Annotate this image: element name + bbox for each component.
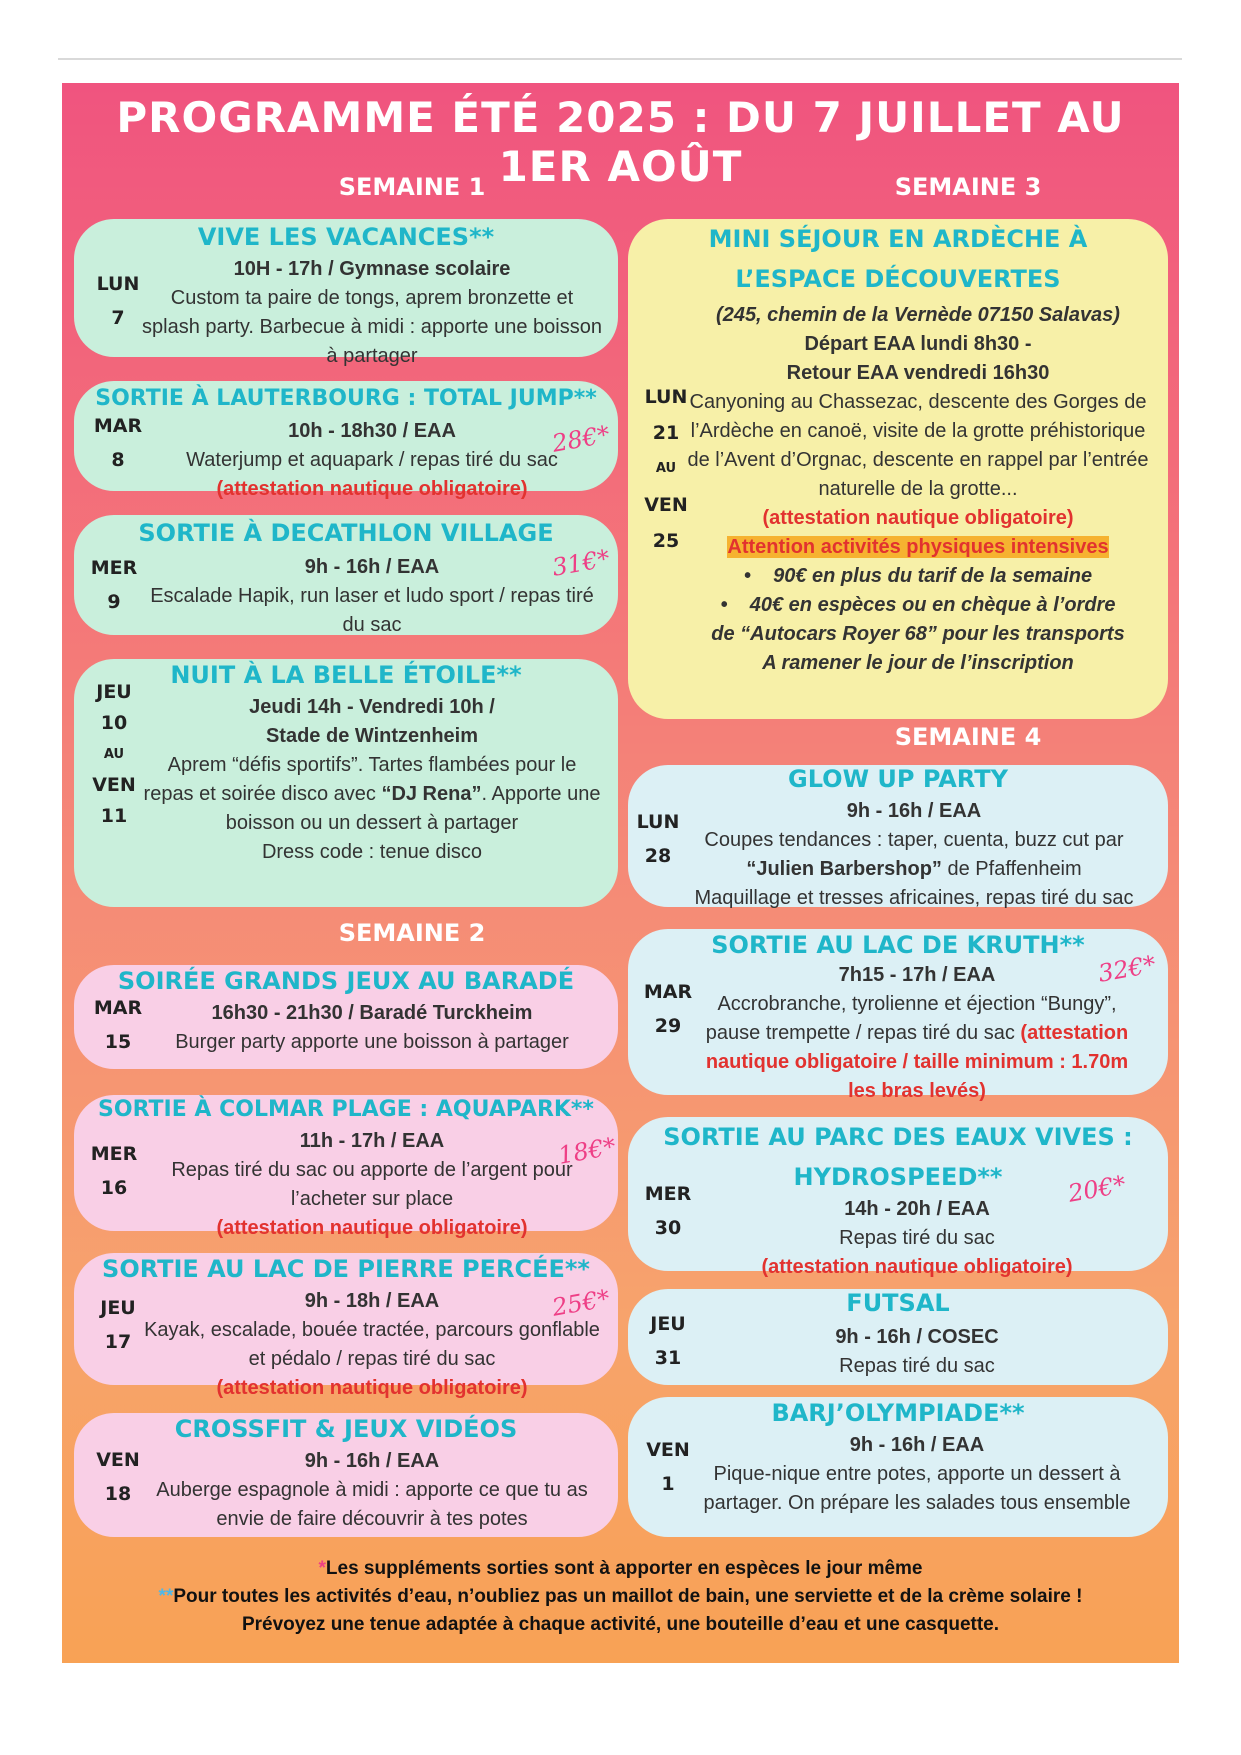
event-card-lac-kruth (628, 929, 1168, 1102)
event-details: 10H - 17h / Gymnase scolaire Custom ta paire de tongs, aprem bronzette et splash party. Barbecue à midi : apporte une boisson à partager (142, 258, 602, 367)
event-card-nuit-belle-etoile (74, 659, 618, 907)
event-card-barjolympiade (628, 1397, 1168, 1537)
event-day: MER 9 (90, 557, 138, 613)
footer-line-2: **Pour toutes les activités d’eau, n’oubliez pas un maillot de bain, une serviette et de la crème solaire ! (158, 1586, 1083, 1607)
page-title: PROGRAMME ÉTÉ 2025 : DU 7 JUILLET AU 1ER AOÛT (116, 93, 1125, 191)
event-title: GLOW UP PARTY (788, 765, 1008, 793)
event-card-decathlon (74, 515, 618, 635)
event-day: JEU 17 (100, 1297, 136, 1353)
event-day: MER 16 (90, 1143, 138, 1199)
event-details: 9h - 18h / EAA Kayak, escalade, bouée tractée, parcours gonflable et pédalo / repas tiré du sac (attestation nautique obligatoire) (144, 1290, 600, 1399)
event-card-glow-up (628, 765, 1168, 907)
event-details: 9h - 16h / COSEC Repas tiré du sac (835, 1326, 999, 1377)
event-title: SORTIE À DECATHLON VILLAGE (138, 519, 554, 547)
week-4-heading: SEMAINE 4 (894, 723, 1042, 751)
event-day: JEU 31 (650, 1313, 686, 1369)
event-card-ardeche (628, 219, 1168, 719)
event-day: MAR 29 (643, 981, 693, 1037)
event-details: 9h - 16h / EAA Auberge espagnole à midi : apporte ce que tu as envie de faire découvrir à tes potes (156, 1450, 588, 1530)
event-details: 10h - 18h30 / EAA Waterjump et aquapark / repas tiré du sac (attestation nautique obligatoire) (186, 420, 558, 500)
week-3-heading: SEMAINE 3 (894, 173, 1042, 201)
event-card-vive-les-vacances (74, 219, 618, 367)
event-card-futsal (628, 1289, 1168, 1385)
event-card-barade (74, 965, 618, 1069)
event-title: CROSSFIT & JEUX VIDÉOS (174, 1415, 518, 1443)
price-tag: 20€* (1066, 1170, 1128, 1208)
price-tag: 18€* (556, 1132, 618, 1170)
event-title: VIVE LES VACANCES** (197, 223, 495, 251)
event-day: JEU 10 AU VEN 11 (92, 681, 136, 827)
event-title: MINI SÉJOUR EN ARDÈCHE À L’ESPACE DÉCOUVERTES (708, 225, 1088, 293)
event-details: 7h15 - 17h / EAA Accrobranche, tyrolienne et éjection “Bungy”, pause trempette / repas tiré du sac (attestation nautique obligatoire / taille minimum : 1.70m les bras levés) (705, 964, 1129, 1102)
event-day: MAR 8 (93, 415, 143, 471)
event-card-lauterbourg (74, 381, 618, 500)
event-card-pierre-percee (74, 1253, 618, 1399)
event-day: LUN 7 (96, 273, 140, 329)
event-card-crossfit (74, 1413, 618, 1537)
event-day: VEN 1 (646, 1439, 690, 1495)
event-title: SORTIE AU LAC DE KRUTH** (711, 931, 1085, 959)
week-1-heading: SEMAINE 1 (338, 173, 486, 201)
event-title: SORTIE À COLMAR PLAGE : AQUAPARK** (98, 1097, 594, 1122)
footer-notes (62, 1555, 1179, 1639)
event-day: LUN 21 AU VEN 25 (644, 386, 688, 552)
event-details: 14h - 20h / EAA Repas tiré du sac (attestation nautique obligatoire) (761, 1198, 1073, 1278)
event-details: 11h - 17h / EAA Repas tiré du sac ou apporte de l’argent pour l’acheter sur place (attestation nautique obligatoire) (171, 1130, 573, 1239)
event-day: VEN 18 (96, 1449, 140, 1505)
event-title: SORTIE AU LAC DE PIERRE PERCÉE** (102, 1255, 590, 1283)
event-title: FUTSAL (846, 1289, 950, 1317)
event-title: SORTIE AU PARC DES EAUX VIVES : HYDROSPEED** (663, 1123, 1133, 1191)
footer-line-1: *Les suppléments sorties sont à apporter en espèces le jour même (318, 1558, 923, 1579)
price-tag: 28€* (550, 420, 612, 458)
event-details: Jeudi 14h - Vendredi 10h / Stade de Wintzenheim Aprem “défis sportifs”. Tartes flambées pour le repas et soirée disco avec “DJ Rena”. Apporte une boisson ou un dessert à partager Dress code : tenue disco (143, 696, 601, 863)
event-card-eaux-vives (628, 1117, 1168, 1278)
event-details: (245, chemin de la Vernède 07150 Salavas) Départ EAA lundi 8h30 - Retour EAA vendredi 16h30 Canyoning au Chassezac, descente des Gorges de l’Ardèche en canoë, visite de la grotte préhistorique de l’Avent d’Orgnac, descente en rappel par l’entrée naturelle de la grotte... (attestation nautique obligatoire) Attention activités physiques intensives • 90€ en plus du tarif de la semaine • 40€ en espèces ou en chèque à l’ordre de “Autocars Royer 68” pour les transports A ramener le jour de l’inscription (687, 304, 1149, 674)
event-card-colmar-plage (74, 1095, 618, 1239)
event-title: BARJ’OLYMPIADE** (771, 1399, 1025, 1427)
event-title: NUIT À LA BELLE ÉTOILE** (170, 661, 522, 689)
event-details: 16h30 - 21h30 / Baradé Turckheim Burger party apporte une boisson à partager (175, 1002, 569, 1053)
event-title: SOIRÉE GRANDS JEUX AU BARADÉ (117, 967, 575, 995)
week-2-heading: SEMAINE 2 (338, 919, 486, 947)
event-title: SORTIE À LAUTERBOURG : TOTAL JUMP** (95, 386, 597, 411)
event-details: 9h - 16h / EAA Pique-nique entre potes, apporte un dessert à partager. On prépare les salades tous ensemble (703, 1434, 1131, 1514)
footer-line-3: Prévoyez une tenue adaptée à chaque activité, une bouteille d’eau et une casquette. (241, 1614, 1000, 1635)
event-day: LUN 28 (636, 811, 680, 867)
price-tag: 31€* (550, 544, 612, 582)
price-tag: 25€* (550, 1284, 612, 1322)
event-details: 9h - 16h / EAA Escalade Hapik, run laser et ludo sport / repas tiré du sac (150, 556, 594, 636)
price-tag: 32€* (1096, 950, 1158, 988)
top-divider (58, 58, 1182, 60)
event-day: MER 30 (644, 1183, 692, 1239)
event-day: MAR 15 (93, 997, 143, 1053)
event-details: 9h - 16h / EAA Coupes tendances : taper, cuenta, buzz cut par “Julien Barbershop” de Pfaffenheim Maquillage et tresses africaines, repas tiré du sac (694, 800, 1134, 909)
summer-program-poster (62, 83, 1179, 1663)
